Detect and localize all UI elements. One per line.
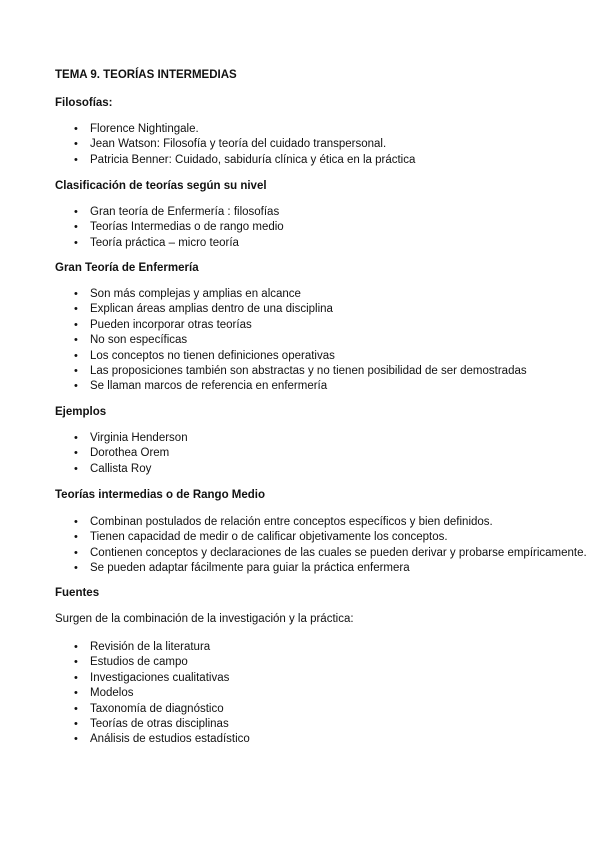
heading-rango-medio: Teorías intermedias o de Rango Medio — [55, 489, 266, 501]
bullet-icon: • — [74, 206, 78, 218]
list-item: • Teorías de otras disciplinas — [0, 717, 250, 732]
document-title: TEMA 9. TEORÍAS INTERMEDIAS — [55, 69, 237, 81]
bullet-icon: • — [74, 288, 78, 300]
bullet-icon: • — [74, 516, 78, 528]
bullet-icon: • — [74, 733, 78, 746]
list-item: • Pueden incorporar otras teorías — [0, 318, 527, 333]
bullet-icon: • — [74, 349, 78, 362]
bullet-icon: • — [74, 380, 78, 393]
list-item: • Gran teoría de Enfermería : filosofías — [0, 205, 284, 220]
bullet-icon: • — [74, 236, 78, 249]
bullet-icon: • — [74, 153, 78, 166]
bullet-icon: • — [74, 531, 78, 544]
heading-clasificacion: Clasificación de teorías según su nivel — [55, 180, 267, 192]
list-item: • Teorías Intermedias o de rango medio — [0, 220, 284, 235]
bullet-icon: • — [74, 221, 78, 234]
list-item: • Son más complejas y amplias en alcance — [0, 287, 527, 302]
list-item: • Callista Roy — [0, 462, 188, 477]
list-item: • Explican áreas amplias dentro de una disciplina — [0, 302, 527, 317]
list-fuentes — [0, 640, 250, 748]
list-item: • Virginia Henderson — [0, 431, 188, 446]
list-item: • Contienen conceptos y declaraciones de las cuales se pueden derivar y probarse empíricamente. — [0, 546, 587, 561]
bullet-icon: • — [74, 432, 78, 444]
bullet-icon: • — [74, 462, 78, 475]
list-clasificacion — [0, 205, 284, 251]
bullet-icon: • — [74, 641, 78, 653]
bullet-icon: • — [74, 717, 78, 730]
bullet-icon: • — [74, 687, 78, 700]
list-ejemplos — [0, 431, 188, 477]
bullet-icon: • — [74, 138, 78, 151]
bullet-icon: • — [74, 303, 78, 316]
list-item: • Se llaman marcos de referencia en enfermería — [0, 379, 527, 394]
list-item: • Dorothea Orem — [0, 446, 188, 461]
list-filosofias — [0, 122, 415, 168]
list-item: • Taxonomía de diagnóstico — [0, 702, 250, 717]
bullet-icon: • — [74, 702, 78, 715]
list-item: • Análisis de estudios estadístico — [0, 732, 250, 747]
list-item: • Florence Nightingale. — [0, 122, 415, 137]
list-item: • Revisión de la literatura — [0, 640, 250, 655]
list-item: • Estudios de campo — [0, 655, 250, 670]
list-item: • Los conceptos no tienen definiciones operativas — [0, 349, 527, 364]
bullet-icon: • — [74, 656, 78, 669]
bullet-icon: • — [74, 546, 78, 559]
list-item: • Investigaciones cualitativas — [0, 671, 250, 686]
bullet-icon: • — [74, 447, 78, 460]
list-gran-teoria — [0, 287, 527, 395]
list-item: • Las proposiciones también son abstractas y no tienen posibilidad de ser demostradas — [0, 364, 527, 379]
list-item: • Teoría práctica – micro teoría — [0, 236, 284, 251]
heading-ejemplos: Ejemplos — [55, 406, 107, 418]
list-item: • Tienen capacidad de medir o de calificar objetivamente los conceptos. — [0, 530, 587, 545]
list-item: • No son específicas — [0, 333, 527, 348]
heading-gran-teoria: Gran Teoría de Enfermería — [55, 262, 199, 274]
highlighted-list-item: • Se pueden adaptar fácilmente para guiar la práctica enfermera — [0, 561, 587, 576]
bullet-icon: • — [74, 334, 78, 347]
list-item: • Patricia Benner: Cuidado, sabiduría clínica y ética en la práctica — [0, 153, 415, 168]
heading-fuentes: Fuentes — [55, 587, 100, 599]
bullet-icon: • — [74, 123, 78, 135]
list-item: • Combinan postulados de relación entre conceptos específicos y bien definidos. — [0, 515, 587, 530]
bullet-icon: • — [74, 364, 78, 377]
fuentes-intro: Surgen de la combinación de la investigación y la práctica: — [55, 613, 354, 625]
bullet-icon: • — [74, 562, 78, 575]
list-rango-medio — [0, 515, 587, 577]
list-item: • Modelos — [0, 686, 250, 701]
heading-filosofias: Filosofías: — [55, 97, 113, 109]
list-item: • Jean Watson: Filosofía y teoría del cuidado transpersonal. — [0, 137, 415, 152]
bullet-icon: • — [74, 318, 78, 331]
bullet-icon: • — [74, 671, 78, 684]
